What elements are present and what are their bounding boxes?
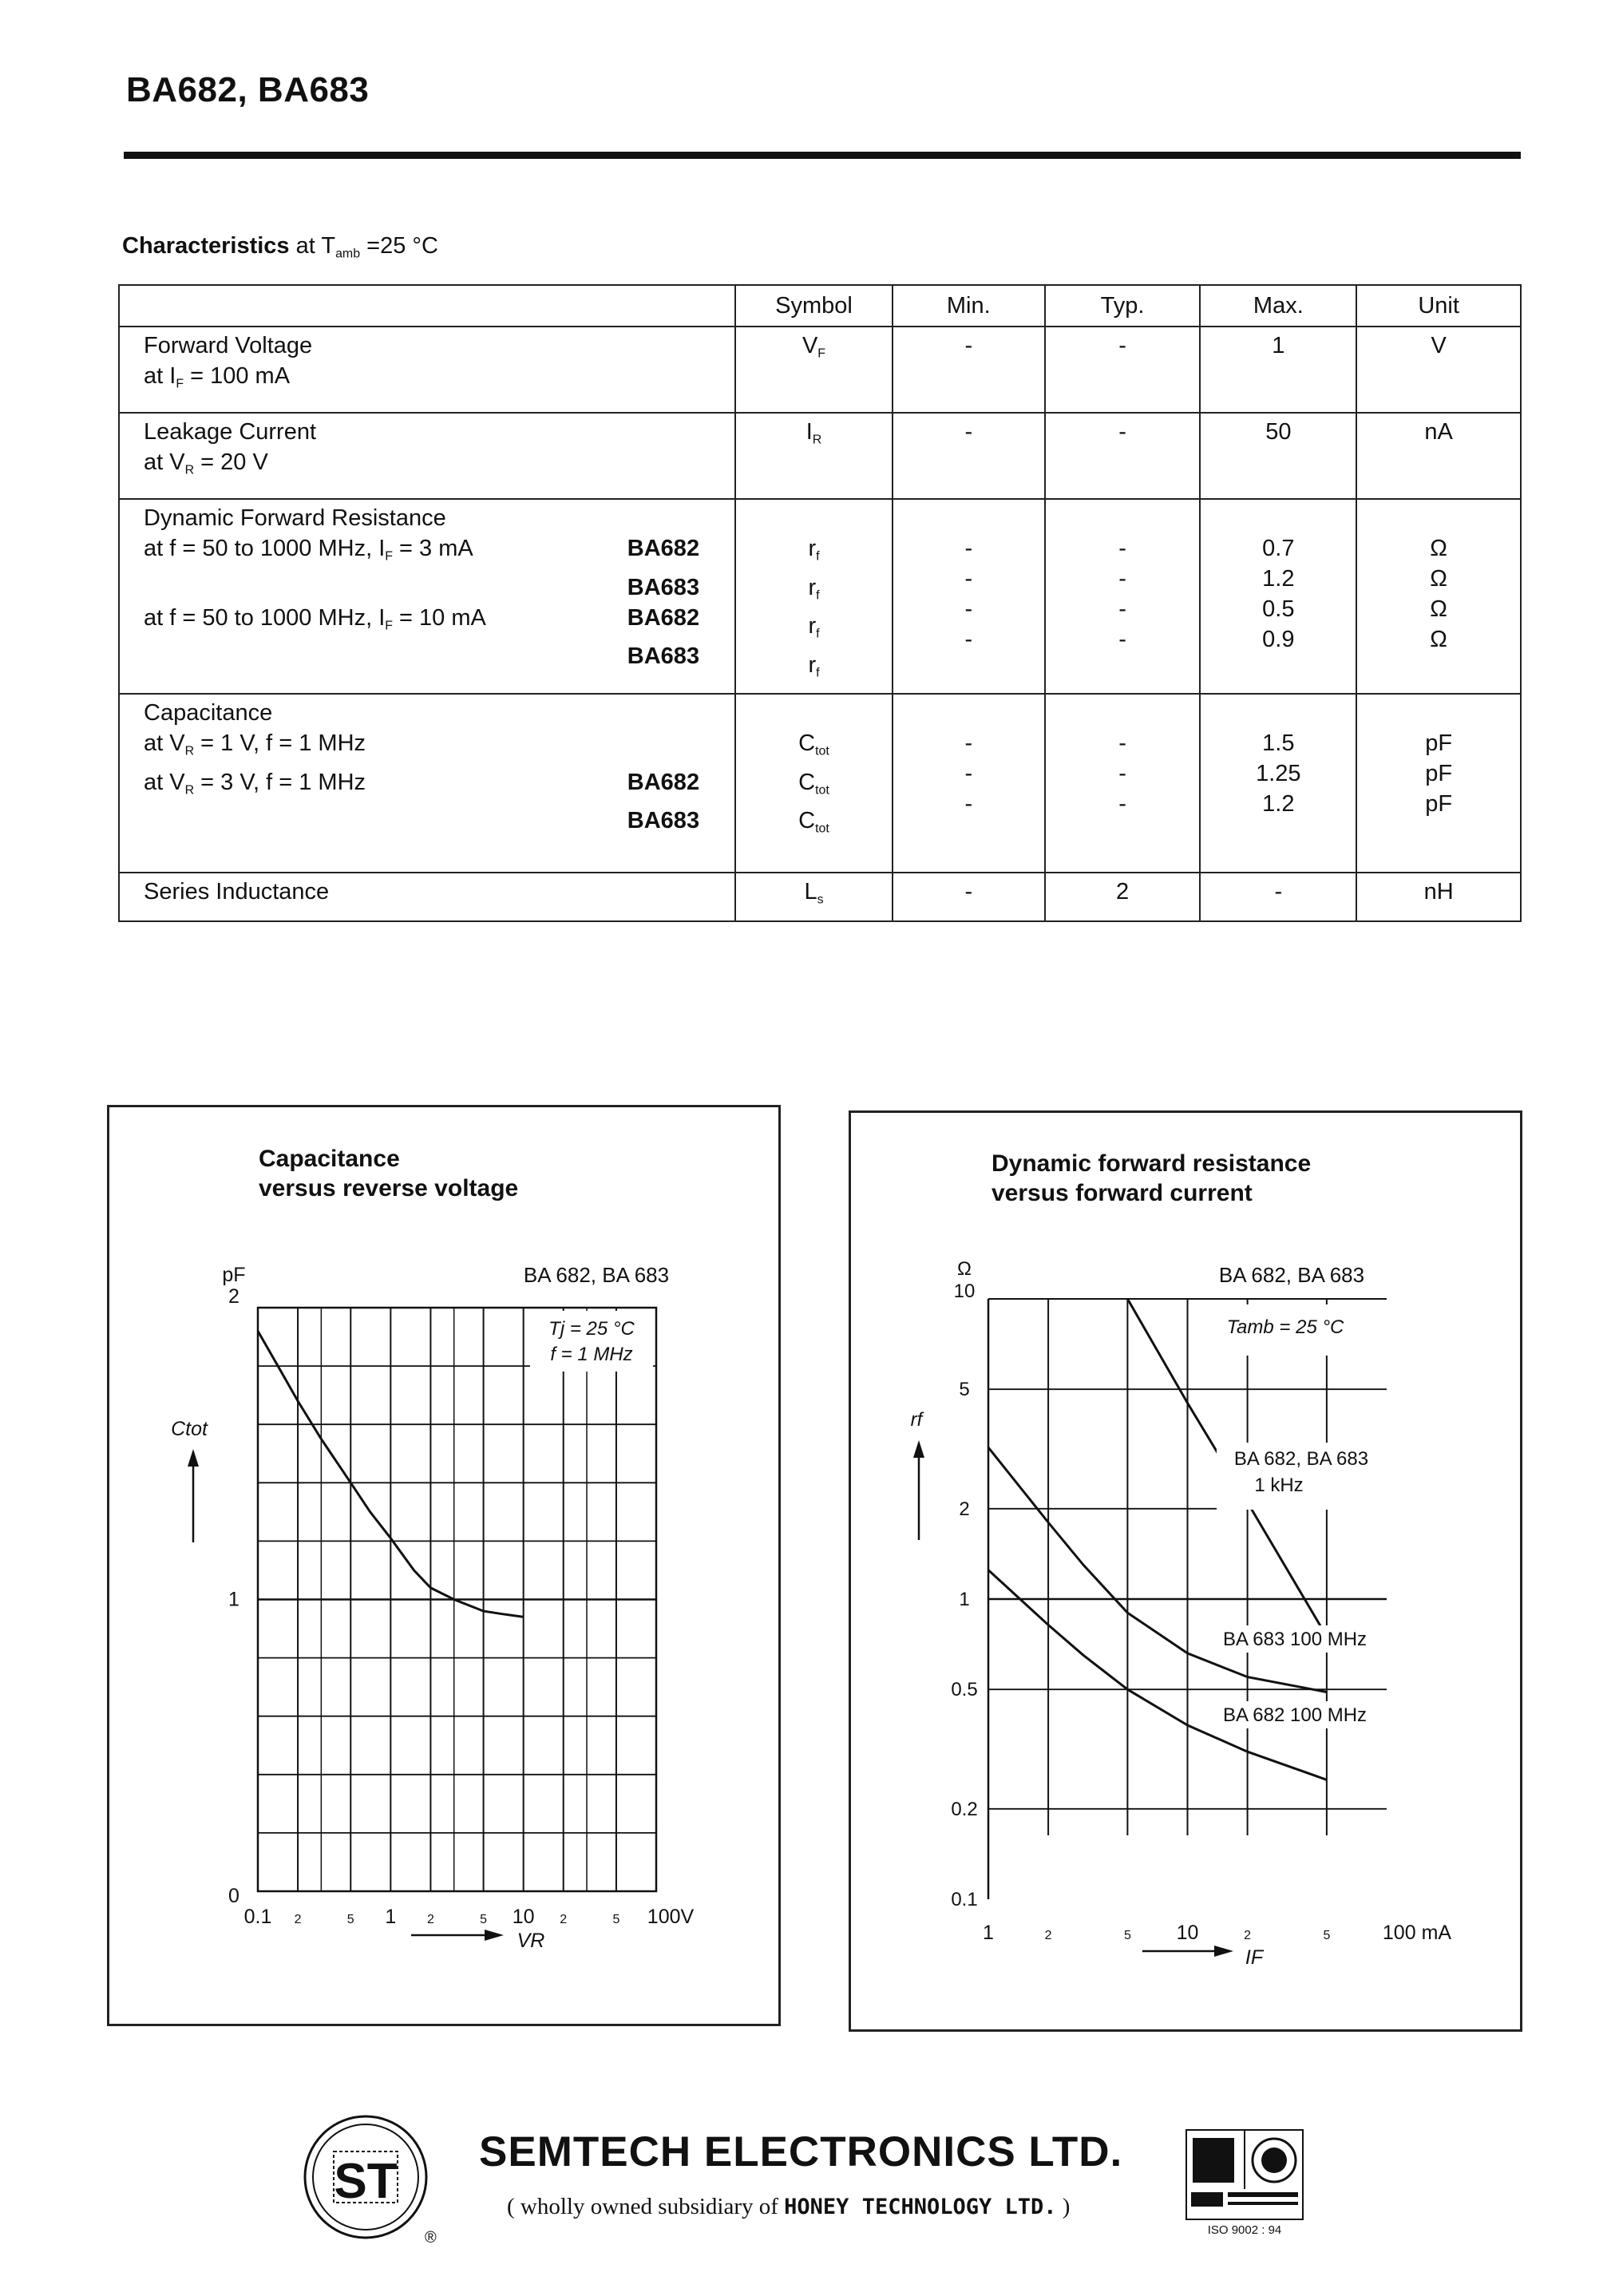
x-tick-label: 2 [426,1913,434,1926]
x-tick-label: 5 [346,1913,354,1926]
company-name: SEMTECH ELECTRONICS LTD. [479,2128,1123,2175]
symbol [736,572,892,612]
parameter-subrow [144,572,734,603]
subsidiary-line [507,2194,1070,2220]
unit-cell [1356,499,1521,694]
condition-text: f = 1 MHz [550,1344,633,1365]
x-tick-label: 2 [1044,1929,1052,1942]
device-type: BA683 [627,808,700,834]
symbol-main: V [802,333,818,358]
resistance-chart-title-line-2: versus forward current [992,1180,1253,1206]
y-tick-label: 2 [959,1498,970,1520]
max-value: - [1274,879,1283,905]
device-label: BA 682, BA 683 [1218,1263,1365,1287]
parameter-text-rest: = 10 mA [393,604,486,631]
max-value: 0.5 [1262,596,1295,622]
parameter-text [144,877,734,907]
unit-value: pF [1425,730,1453,757]
curve-label: BA 682, BA 683 [1233,1448,1369,1470]
typ-value: - [1118,596,1126,622]
spacer [1201,698,1356,728]
typ-value: - [1118,730,1126,757]
parameter-cell [119,694,735,873]
capacitance-chart [109,1107,778,2024]
min-value: - [964,791,973,817]
table-row [119,694,1521,873]
resistance-curve [988,1570,1327,1780]
symbol-main: C [798,730,816,757]
y-tick-label: 0.1 [951,1889,978,1910]
max-value: 0.7 [1262,536,1295,561]
x-tick-label: 10 [1176,1922,1199,1944]
curve-label: BA 682 100 MHz [1222,1704,1368,1726]
capacitance-chart-title-line-2: versus reverse voltage [259,1175,519,1201]
typ-value: - [1118,566,1126,592]
parameter-text-main: Series Inductance [144,879,330,905]
unit-value: Ω [1430,566,1447,592]
parameter-text [144,503,734,533]
table-header-cell: Min. [893,285,1045,327]
device-type: BA682 [627,604,700,631]
spacer [1046,698,1200,728]
parameter-cell [119,873,735,921]
symbol-sub: F [817,346,826,361]
condition-text: Tj = 25 °C [548,1318,635,1340]
unit-value: Ω [1430,627,1447,652]
capacitance-chart-title-line-1: Capacitance [259,1146,400,1172]
resistance-chart-panel [849,1110,1522,2032]
device-type: BA682 [627,536,700,561]
curve-label: 1 kHz [1254,1475,1304,1496]
symbol-cell [735,694,893,873]
y-axis-label: rf [910,1409,923,1431]
parameter-text-sub: F [385,619,393,633]
parameter-text [144,572,150,603]
characteristics-table-body [119,285,1521,921]
parameter-text-rest: = 3 mA [393,536,473,561]
min-cell [893,327,1045,413]
parameter-subrow [144,767,734,806]
parameter-text-rest: = 20 V [194,449,268,475]
y-tick-label: 0.5 [951,1679,978,1701]
parameter-text [144,361,734,400]
x-axis-arrow-head [1214,1946,1233,1957]
parameter-text-main: Dynamic Forward Resistance [144,505,446,531]
min-cell [893,499,1045,694]
parameter-text-main: Leakage Current [144,419,317,445]
min-value: - [964,566,973,592]
symbol-main: C [798,769,816,795]
parameter-text-main: at f = 50 to 1000 MHz, I [144,604,386,631]
symbol [736,728,892,767]
symbol-sub: f [816,588,820,603]
min-value: - [964,536,973,561]
max-value: 1.5 [1262,730,1295,757]
parent-company-name: HONEY TECHNOLOGY LTD. [784,2195,1057,2219]
x-tick-label: 2 [1244,1929,1252,1942]
x-tick-label: 1 [385,1906,397,1928]
symbol-sub: f [816,627,820,641]
max-cell [1200,694,1356,873]
parameter-text [144,417,734,447]
spacer [736,698,892,728]
x-tick-label: 100V [647,1906,695,1928]
x-axis-label: IF [1245,1946,1264,1969]
symbol-main: L [804,879,817,905]
unit-cell [1356,694,1521,873]
symbol-main: C [798,808,816,834]
max-value: 50 [1265,419,1292,445]
parameter-text-sub: R [184,744,195,758]
typ-cell [1045,499,1201,694]
parameter-text-sub: R [184,783,195,798]
document-title: BA682, BA683 [126,70,370,109]
y-unit-label: pF [222,1264,246,1286]
max-value: 1.2 [1262,791,1295,817]
parameter-text-sub: F [385,549,393,564]
max-cell [1200,327,1356,413]
parameter-text-main: at f = 50 to 1000 MHz, I [144,536,386,561]
min-value: - [964,419,973,445]
logo-letters: ST [334,2154,398,2209]
parameter-text-main: at I [144,363,176,389]
y-unit-label: Ω [957,1258,972,1280]
max-cell [1200,499,1356,694]
unit-value: nH [1423,879,1454,905]
spacer [893,698,1044,728]
x-tick-label: 2 [560,1913,568,1926]
characteristics-heading-cond: =25 °C [366,233,438,259]
max-value: 0.9 [1262,627,1295,652]
unit-value: pF [1425,791,1453,817]
iso-certification-mark [1185,2128,1304,2244]
min-value: - [964,879,973,905]
symbol [736,611,892,650]
unit-value: pF [1425,761,1453,787]
symbol-cell [735,413,893,499]
min-value: - [964,627,973,652]
y-axis-label: Ctot [171,1418,208,1440]
y-axis-arrow-head [913,1440,924,1458]
parameter-text [144,806,150,836]
unit-cell [1356,413,1521,499]
parameter-text-main: at V [144,449,185,475]
device-type: BA683 [627,643,700,670]
table-header-cell: Typ. [1045,285,1201,327]
symbol [736,331,892,370]
device-type: BA682 [627,769,700,795]
typ-cell [1045,413,1201,499]
symbol-sub: R [812,433,822,447]
parameter-text [144,447,734,486]
symbol-sub: f [816,549,820,564]
symbol [736,650,892,689]
characteristics-heading-bold: Characteristics [122,233,290,259]
symbol-sub: f [816,666,820,680]
resistance-chart-title-line-1: Dynamic forward resistance [992,1150,1312,1177]
title-rule [124,152,1521,159]
y-tick-label: 1 [959,1589,970,1610]
spacer [1357,698,1520,728]
y-axis-arrow-head [188,1449,199,1467]
typ-value: - [1118,791,1126,817]
symbol [736,877,892,916]
min-cell [893,873,1045,921]
spacer [1201,503,1356,533]
typ-value: - [1118,536,1126,561]
symbol-sub: tot [815,822,829,837]
table-header-cell: Unit [1356,285,1521,327]
x-tick-label: 2 [294,1913,302,1926]
parameter-text-sub: F [176,377,184,391]
unit-cell [1356,327,1521,413]
parameter-text-rest: = 100 mA [184,363,291,389]
symbol-cell [735,327,893,413]
parameter-cell [119,499,735,694]
typ-cell [1045,873,1201,921]
min-cell [893,413,1045,499]
symbol-sub: tot [815,744,829,758]
unit-value: nA [1424,419,1453,445]
parameter-text [144,533,473,572]
max-value: 1 [1272,333,1285,358]
symbol-main: r [808,651,817,678]
typ-cell [1045,694,1201,873]
parameter-text [144,331,734,361]
capacitance-chart-panel [107,1105,781,2026]
characteristics-table [118,284,1522,922]
parameter-text [144,698,734,728]
spacer [736,503,892,533]
subsidiary-suffix: ) [1062,2194,1071,2219]
table-header-parameter [119,285,735,327]
characteristics-heading [122,233,438,262]
unit-cell [1356,873,1521,921]
device-label: BA 682, BA 683 [523,1263,670,1287]
symbol [736,533,892,572]
parameter-text-rest: = 1 V, f = 1 MHz [194,730,366,757]
unit-value: Ω [1430,596,1447,622]
y-tick-label: 10 [953,1281,976,1302]
typ-value: - [1118,761,1126,787]
table-header-cell: Max. [1200,285,1356,327]
symbol-main: r [808,536,817,561]
symbol [736,806,892,845]
typ-value: - [1118,627,1126,652]
table-row [119,873,1521,921]
parameter-text [144,603,486,642]
parameter-text-rest: = 3 V, f = 1 MHz [194,769,366,795]
typ-value: - [1118,333,1126,358]
parameter-cell [119,413,735,499]
x-tick-label: 5 [480,1913,488,1926]
y-tick-label: 0.2 [951,1798,978,1820]
symbol-sub: s [817,893,824,907]
characteristics-heading-sub: amb [335,247,361,261]
symbol-main: r [808,574,817,600]
logo-registered-mark: ® [425,2229,437,2247]
spacer [1046,503,1200,533]
min-value: - [964,730,973,757]
x-tick-label: 5 [612,1913,620,1926]
table-row [119,327,1521,413]
symbol-main: r [808,613,817,639]
table-row [119,413,1521,499]
parameter-text-main: Forward Voltage [144,333,313,358]
max-cell [1200,873,1356,921]
x-tick-label: 100 mA [1382,1922,1452,1944]
unit-value: V [1431,333,1447,358]
y-tick-label: 0 [228,1885,239,1907]
parameter-text-main: Capacitance [144,700,273,726]
typ-value: 2 [1115,879,1130,905]
x-axis-label: VR [517,1930,545,1952]
parameter-text [144,728,366,767]
table-header-row [119,285,1521,327]
y-tick-label: 2 [228,1285,239,1308]
spacer [1357,503,1520,533]
iso-label: ISO 9002 : 94 [1207,2223,1282,2237]
typ-value: - [1118,419,1126,445]
characteristics-heading-at: at T [295,233,336,259]
max-value: 1.2 [1262,566,1295,592]
subsidiary-prefix: ( wholly owned subsidiary of [507,2194,778,2219]
symbol-sub: tot [815,783,829,798]
symbol-cell [735,499,893,694]
parameter-text-main: at V [144,769,185,795]
y-tick-label: 5 [959,1379,970,1401]
max-cell [1200,413,1356,499]
max-value: 1.25 [1256,761,1301,787]
parameter-subrow [144,641,734,671]
parameter-text [144,767,366,806]
min-value: - [964,761,973,787]
min-value: - [964,333,973,358]
curve-label: BA 683 100 MHz [1222,1629,1368,1650]
parameter-subrow [144,533,734,572]
parameter-text-main: at V [144,730,185,757]
device-type: BA683 [627,574,700,600]
semtech-logo [302,2113,437,2249]
x-tick-label: 1 [983,1922,994,1944]
parameter-text [144,641,150,671]
table-row [119,499,1521,694]
x-tick-label: 5 [1123,1929,1131,1942]
x-axis-arrow-head [485,1930,504,1941]
symbol [736,417,892,456]
min-cell [893,694,1045,873]
x-tick-label: 0.1 [243,1906,272,1928]
condition-text: Tamb = 25 °C [1226,1316,1344,1338]
y-tick-label: 1 [228,1588,239,1611]
parameter-cell [119,327,735,413]
symbol [736,767,892,806]
unit-value: Ω [1430,536,1447,561]
parameter-subrow [144,728,734,767]
x-tick-label: 5 [1323,1929,1331,1942]
parameter-subrow [144,603,734,642]
x-tick-label: 10 [512,1906,535,1928]
symbol-main: I [805,419,813,445]
spacer [893,503,1044,533]
parameter-subrow [144,806,734,836]
typ-cell [1045,327,1201,413]
symbol-cell [735,873,893,921]
min-value: - [964,596,973,622]
table-header-cell: Symbol [735,285,893,327]
parameter-text-sub: R [184,463,195,477]
resistance-chart [851,1113,1520,2029]
